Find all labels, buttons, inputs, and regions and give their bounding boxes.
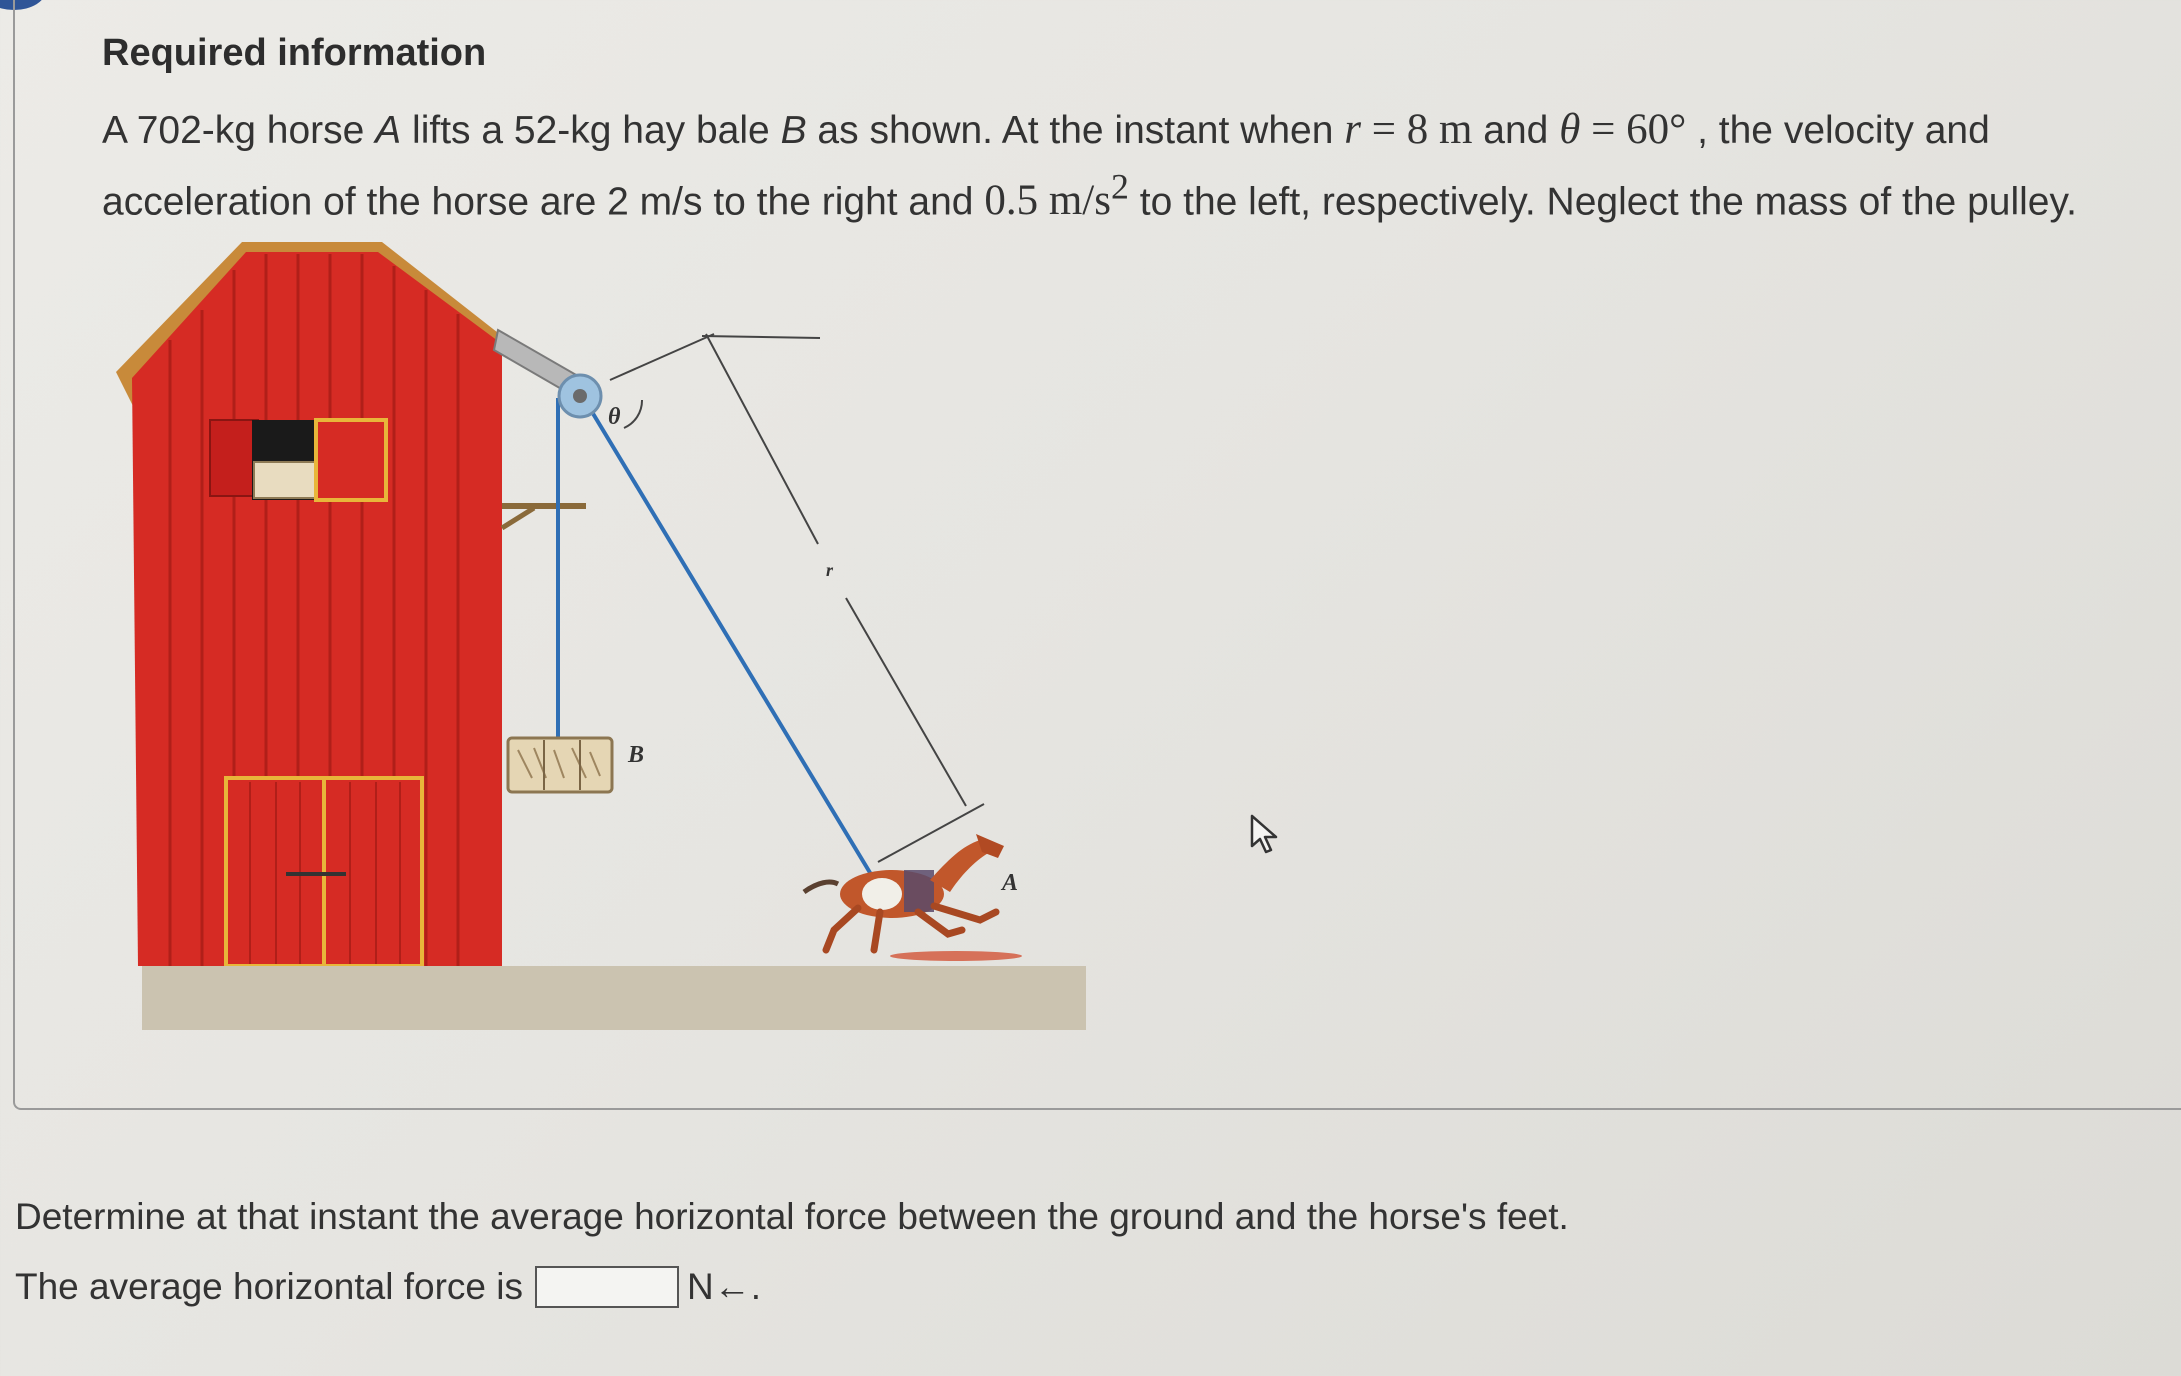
theta-arc bbox=[624, 400, 642, 428]
hay-bale-icon bbox=[508, 738, 612, 792]
barn-pulley-figure bbox=[110, 230, 1110, 1030]
loft-door-right bbox=[316, 420, 386, 500]
answer-prefix: The average horizontal force is bbox=[15, 1266, 523, 1307]
loft-door-left bbox=[210, 420, 258, 496]
figure-drawing bbox=[110, 230, 1110, 1030]
question-text: Determine at that instant the average horizontal force between the ground and the horse's feet. bbox=[15, 1196, 1569, 1237]
r-expression: r = 8 m bbox=[1344, 106, 1473, 153]
horse-label-inline: A bbox=[375, 109, 402, 152]
answer-row bbox=[15, 1266, 761, 1308]
answer-unit: N←. bbox=[687, 1266, 761, 1307]
acceleration-expression: 0.5 $m/s^2$ bbox=[984, 167, 1129, 225]
answer-input[interactable] bbox=[535, 1266, 679, 1308]
r-dimension-lower bbox=[846, 598, 966, 806]
r-label: r bbox=[826, 560, 834, 580]
ground bbox=[142, 966, 1086, 1030]
r-dimension-upper bbox=[706, 334, 818, 544]
bale-label: B bbox=[628, 742, 645, 768]
section-heading: Required information bbox=[102, 32, 487, 74]
problem-statement: A 702-kg horse A lifts a 52-kg hay bale B as shown. At the instant when r = 8 m and θ = 60° , the velocity and acceleration of the horse are 2 m/s to the right and 0.5 $m/s^2$ to the left, respectively. Neglect the mass of the pulley. bbox=[102, 106, 2077, 225]
theta-reference-line bbox=[610, 334, 714, 380]
rope-to-horse bbox=[580, 392, 872, 876]
pointer-cursor-icon bbox=[1248, 812, 1282, 863]
loft-hay bbox=[254, 462, 318, 498]
bale-label-inline: B bbox=[780, 109, 807, 152]
horse-label: A bbox=[1002, 870, 1019, 896]
pulley-icon bbox=[559, 375, 601, 417]
theta-expression: θ = 60° bbox=[1559, 106, 1687, 153]
horse-icon bbox=[804, 834, 1022, 961]
theta-label: θ bbox=[608, 404, 621, 430]
